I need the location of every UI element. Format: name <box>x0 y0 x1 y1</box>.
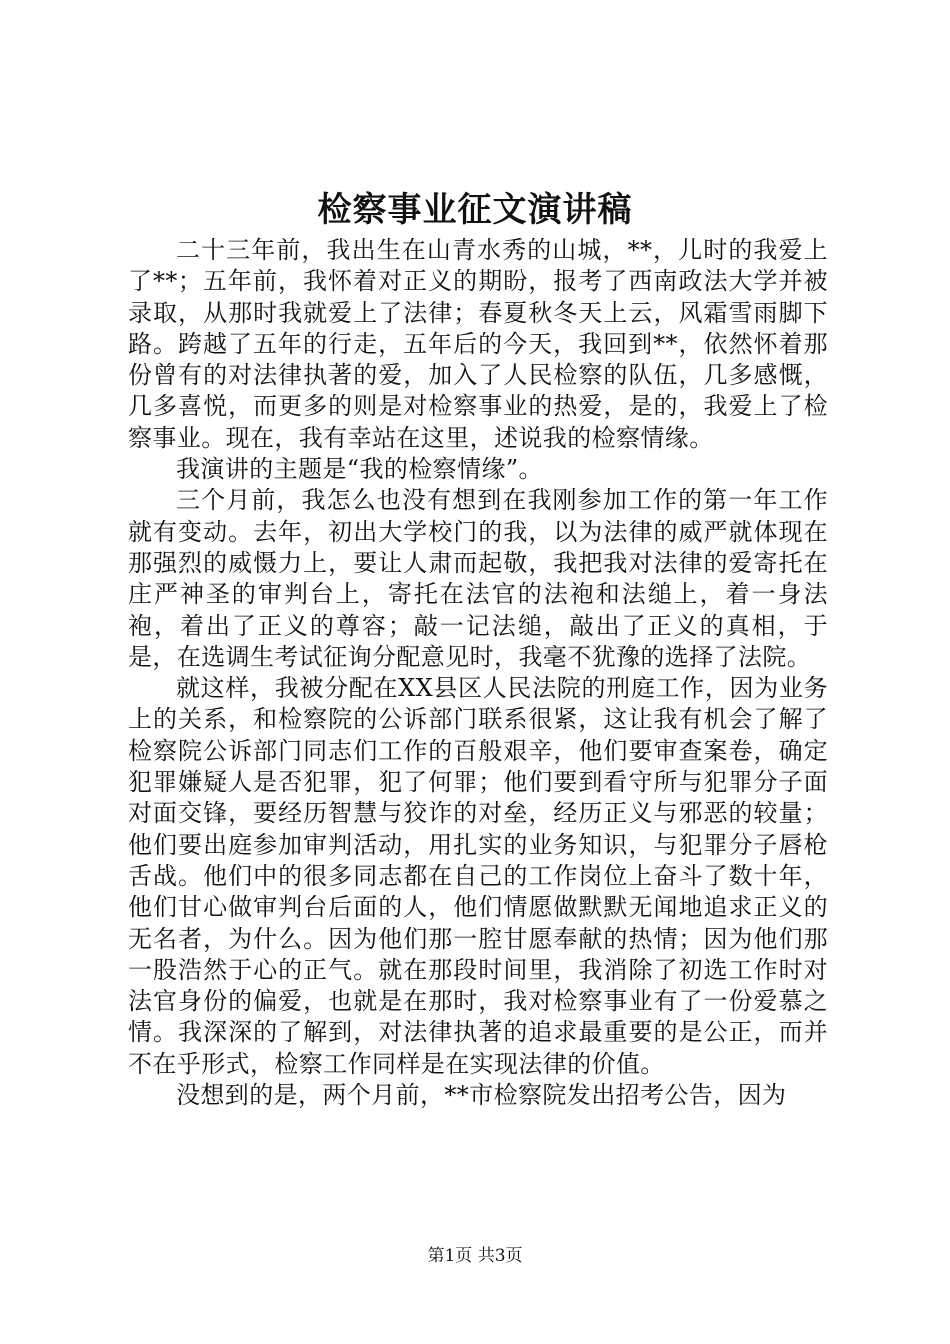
paragraph: 三个月前，我怎么也没有想到在我刚参加工作的第一年工作就有变动。去年，初出大学校门的我，以为法律的威严就体现在那强烈的威慑力上，要让人肃而起敬，我把我对法律的爱寄托在庄严神圣的审判台上，寄托在法官的法袍和法缒上，着一身法袍，着出了正义的尊容；敲一记法缒，敲出了正义的真相，于是，在选调生考试征询分配意见时，我毫不犹豫的选择了法院。 <box>128 486 828 671</box>
paragraph: 我演讲的主题是“我的检察情缘”。 <box>176 455 543 484</box>
page-title: 检察事业征文演讲稿 <box>317 190 633 230</box>
paragraph: 没想到的是，两个月前，**市检察院发出招考公告，因为 <box>176 1081 787 1110</box>
paragraph: 二十三年前，我出生在山青水秀的山城，**，儿时的我爱上了**；五年前，我怀着对正义的期盼，报考了西南政法大学并被录取，从那时我就爱上了法律；春夏秋冬天上云，风霜雪雨脚下路。跨越了五年的行走，五年后的今天，我回到**，依然怀着那份曾有的对法律执著的爱，加入了人民检察的队伍，几多感慨，几多喜悦，而更多的则是对检察事业的热爱，是的，我爱上了检察事业。现在，我有幸站在这里，述说我的检察情缘。 <box>128 236 828 452</box>
document-body <box>128 235 828 1111</box>
page-footer: 第1页 共3页 <box>427 1246 523 1266</box>
paragraph: 就这样，我被分配在XX县区人民法院的刑庭工作，因为业务上的关系，和检察院的公诉部门联系很紧，这让我有机会了解了检察院公诉部门同志们工作的百般艰辛，他们要审查案卷，确定犯罪嫌疑人是否犯罪，犯了何罪；他们要到看守所与犯罪分子面对面交锋，要经历智慧与狡诈的对垒，经历正义与邪恶的较量；他们要出庭参加审判活动，用扎实的业务知识，与犯罪分子唇枪舌战。他们中的很多同志都在自己的工作岗位上奋斗了数十年，他们甘心做审判台后面的人，他们情愿做默默无闻地追求正义的无名者，为什么。因为他们那一腔甘愿奉献的热情；因为他们那一股浩然于心的正气。就在那段时间里，我消除了初选工作时对法官身份的偏爱，也就是在那时，我对检察事业有了一份爱慕之情。我深深的了解到，对法律执著的追求最重要的是公正，而并不在乎形式，检察工作同样是在实现法律的价值。 <box>128 674 828 1078</box>
